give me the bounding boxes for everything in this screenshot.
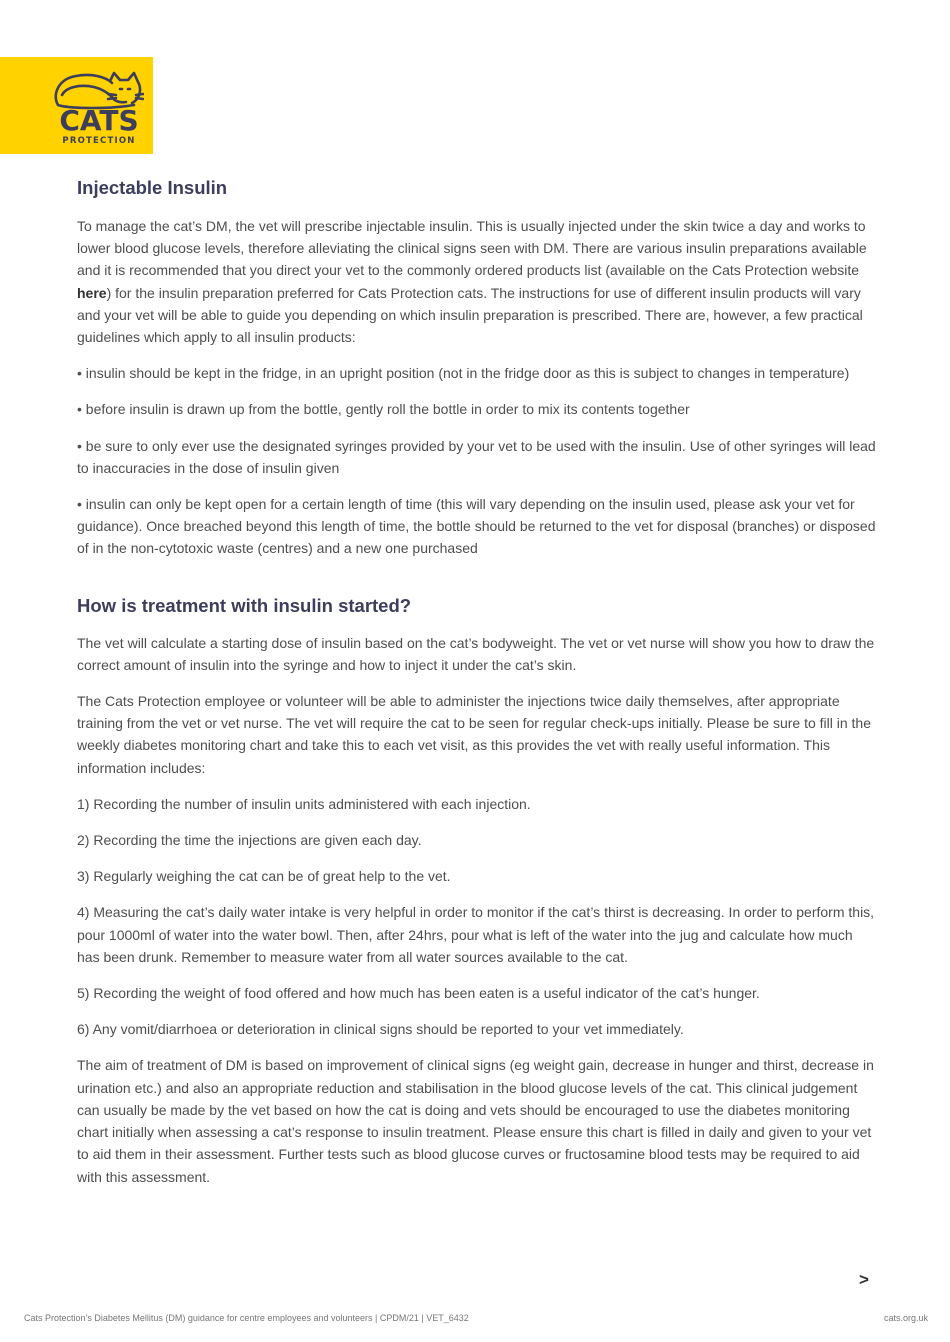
heading-injectable-insulin: Injectable Insulin xyxy=(77,177,228,198)
intro-text-before: To manage the cat’s DM, the vet will prescribe injectable insulin. This is usually injected under the skin twice a day and works to lower blood glucose levels, therefore alleviating the clinical signs seen with DM. There are various insulin preparations available and it is recommended that you direct your vet to the commonly ordered products list (available on the Cats Protection website xyxy=(77,218,867,279)
numbered-item: 2) Recording the time the injections are given each day. xyxy=(77,832,422,849)
bullet-item: • insulin can only be kept open for a certain length of time (this will vary depending on the insulin used, please ask your vet for guidance). Once breached beyond this length of time, the bottle should be returned to the vet for disposal (branches) or disposed of in the non-cytotoxic waste (centres) and a new one purchased xyxy=(77,496,876,557)
footer-website-link[interactable]: cats.org.uk xyxy=(883,1313,928,1323)
heading-treatment-started: How is treatment with insulin started? xyxy=(77,594,412,616)
footer-document-reference: Cats Protection’s Diabetes Mellitus (DM) guidance for centre employees and volunteers | CPDM/21 | VET_6432 xyxy=(24,1313,469,1323)
bullet-item: • before insulin is drawn up from the bottle, gently roll the bottle in order to mix its contents together xyxy=(77,401,690,418)
intro-paragraph xyxy=(77,215,877,348)
treatment-paragraph-3: The aim of treatment of DM is based on improvement of clinical signs (eg weight gain, decrease in hunger and thirst, decrease in urination etc.) and also an appropriate reduction and stabilisation in the blood glucose levels of the cat. This clinical judgement can usually be made by the vet based on how the cat is doing and vets should be encouraged to use the diabetes monitoring chart initially when assessing a cat’s response to insulin treatment. Please ensure this chart is filled in daily and given to your vet to aid them in their assessment. Further tests such as blood glucose curves or fructosamine blood tests may be required to aid with this assessment. xyxy=(77,1057,874,1185)
bullet-item: • be sure to only ever use the designated syringes provided by your vet to be used with the insulin. Use of other syringes will lead to inaccuracies in the dose of insulin given xyxy=(77,437,876,476)
cats-protection-logo xyxy=(0,57,153,154)
numbered-item: 1) Recording the number of insulin units administered with each injection. xyxy=(77,795,531,812)
numbered-item: 5) Recording the weight of food offered and how much has been eaten is a useful indicator of the cat’s hunger. xyxy=(77,985,760,1002)
numbered-item: 6) Any vomit/diarrhoea or deterioration in clinical signs should be reported to your vet immediately. xyxy=(77,1021,684,1038)
treatment-paragraph-1: The vet will calculate a starting dose of insulin based on the cat’s bodyweight. The vet or vet nurse will show you how to draw the correct amount of insulin into the syringe and how to inject it under the cat’s skin. xyxy=(77,634,875,673)
next-page-icon[interactable]: > xyxy=(859,1270,869,1289)
numbered-item: 4) Measuring the cat’s daily water intake is very helpful in order to monitor if the cat’s thirst is decreasing. In order to perform this, pour 1000ml of water into the water bowl. Then, after 24hrs, pour what is left of the water into the jug and calculate how much has been drunk. Remember to measure water from all water sources available to the cat. xyxy=(77,904,875,965)
logo-subtitle: PROTECTION xyxy=(62,136,136,146)
numbered-item: 3) Regularly weighing the cat can be of great help to the vet. xyxy=(77,868,451,885)
logo-wordmark: CATS xyxy=(59,104,139,137)
here-link[interactable]: here xyxy=(77,284,107,301)
treatment-paragraph-2: The Cats Protection employee or volunteer will be able to administer the injections twice daily themselves, after appropriate training from the vet or vet nurse. The vet will require the cat to be seen for regular check-ups initially. Please be sure to fill in the weekly diabetes monitoring chart and take this to each vet visit, as this provides the vet with really useful information. This information includes: xyxy=(77,693,871,776)
intro-text-after: ) for the insulin preparation preferred for Cats Protection cats. The instructions for use of different insulin products will vary and your vet will be able to guide you depending on which insulin preparation is prescribed. There are, however, a few practical guidelines which apply to all insulin products: xyxy=(77,284,863,346)
main-content xyxy=(77,176,877,1188)
bullet-item: • insulin should be kept in the fridge, in an upright position (not in the fridge door as this is subject to changes in temperature) xyxy=(77,365,850,382)
